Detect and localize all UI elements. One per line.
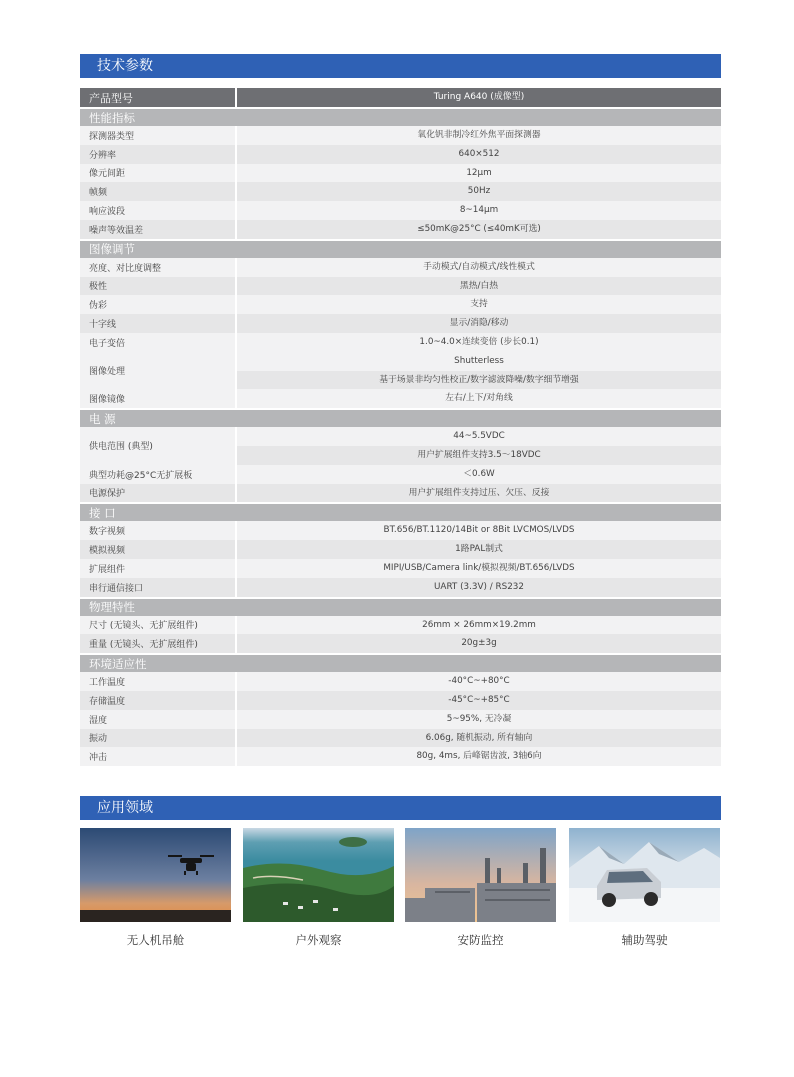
spec-row bbox=[80, 578, 721, 597]
spec-value: 氧化钒非制冷红外焦平面探测器 bbox=[417, 130, 541, 140]
spec-value: 显示/消隐/移动 bbox=[449, 318, 509, 329]
spec-value-cell bbox=[237, 747, 721, 766]
spec-section-label: 性能指标 bbox=[89, 110, 135, 125]
spec-label: 振动 bbox=[89, 734, 108, 745]
spec-label: 电子变倍 bbox=[89, 338, 126, 349]
spec-row bbox=[80, 220, 721, 239]
spec-value: Turing A640 (成像型) bbox=[433, 92, 525, 103]
spec-value-cell bbox=[237, 258, 721, 277]
spec-value-cell bbox=[237, 352, 721, 390]
spec-table bbox=[80, 88, 721, 766]
spec-row bbox=[80, 729, 721, 748]
spec-section-row bbox=[80, 599, 721, 616]
spec-value-cell bbox=[237, 465, 721, 484]
spec-value-cell bbox=[237, 277, 721, 296]
spec-row bbox=[80, 540, 721, 559]
spec-label: 图像镜像 bbox=[89, 395, 126, 406]
spec-label: 供电范围 (典型) bbox=[89, 442, 153, 453]
spec-value: 1.0~4.0×连续变倍 (步长0.1) bbox=[419, 336, 539, 347]
spec-value-cell bbox=[237, 88, 721, 107]
outdoor-photo bbox=[243, 828, 394, 922]
spec-label: 极性 bbox=[89, 282, 108, 293]
spec-value: ＜0.6W bbox=[463, 468, 495, 479]
spec-row bbox=[80, 691, 721, 710]
spec-value: 左右/上下/对角线 bbox=[445, 393, 513, 404]
spec-section-row bbox=[80, 504, 721, 521]
application-card-outdoor bbox=[243, 828, 394, 948]
spec-label: 图像处理 bbox=[89, 367, 126, 378]
spec-value: 80g, 4ms, 后峰锯齿波, 3轴6向 bbox=[416, 751, 542, 762]
spec-value: -45°C~+85°C bbox=[448, 694, 510, 705]
spec-label: 工作温度 bbox=[89, 678, 126, 689]
security-photo bbox=[405, 828, 556, 922]
spec-value: 640×512 bbox=[458, 148, 500, 159]
spec-section-row bbox=[80, 410, 721, 427]
spec-label: 分辨率 bbox=[89, 150, 117, 161]
spec-value: -40°C~+80°C bbox=[448, 676, 510, 687]
spec-value: 黑热/白热 bbox=[459, 280, 499, 291]
spec-value: UART (3.3V) / RS232 bbox=[433, 581, 524, 592]
spec-label: 十字线 bbox=[89, 320, 117, 331]
spec-value-cell bbox=[237, 389, 721, 408]
spec-section-label: 物理特性 bbox=[89, 600, 135, 615]
spec-row bbox=[80, 145, 721, 164]
drone-photo bbox=[80, 828, 231, 922]
spec-value-cell bbox=[237, 164, 721, 183]
spec-label: 重量 (无镜头、无扩展组件) bbox=[89, 640, 198, 651]
application-card-security bbox=[405, 828, 556, 948]
spec-row bbox=[80, 747, 721, 766]
spec-value: 5~95%, 无冷凝 bbox=[446, 713, 512, 724]
spec-row bbox=[80, 465, 721, 484]
spec-value: 20g±3g bbox=[461, 638, 497, 649]
spec-label: 帧频 bbox=[89, 188, 108, 199]
spec-label: 响应波段 bbox=[89, 207, 126, 218]
spec-value-cell bbox=[237, 634, 721, 653]
spec-section-row bbox=[80, 109, 721, 126]
coastal-aerial-landscape-image bbox=[243, 828, 394, 922]
spec-row bbox=[80, 164, 721, 183]
spec-row bbox=[80, 314, 721, 333]
spec-row bbox=[80, 559, 721, 578]
spec-section-row bbox=[80, 655, 721, 672]
spec-row bbox=[80, 710, 721, 729]
spec-row bbox=[80, 484, 721, 503]
spec-value-cell bbox=[237, 616, 721, 635]
spec-value-cell bbox=[237, 691, 721, 710]
spec-value-cell bbox=[237, 145, 721, 164]
industrial-plant-image bbox=[405, 828, 556, 922]
spec-label: 亮度、对比度调整 bbox=[89, 263, 162, 274]
suv-on-snowy-road-image bbox=[569, 828, 720, 922]
spec-row bbox=[80, 616, 721, 635]
spec-value-cell bbox=[237, 729, 721, 748]
application-caption: 无人机吊舱 bbox=[126, 933, 185, 947]
spec-value-cell bbox=[237, 126, 721, 145]
spec-value: 1路PAL制式 bbox=[455, 544, 503, 555]
application-caption: 户外观察 bbox=[295, 933, 342, 947]
spec-value: 用户扩展组件支持过压、欠压、反接 bbox=[408, 487, 550, 498]
spec-label: 冲击 bbox=[89, 753, 108, 764]
driving-photo bbox=[569, 828, 720, 922]
spec-value-cell bbox=[237, 333, 721, 352]
application-caption: 辅助驾驶 bbox=[621, 933, 668, 947]
spec-label: 湿度 bbox=[89, 715, 108, 726]
spec-value-cell bbox=[237, 710, 721, 729]
spec-value-cell bbox=[237, 672, 721, 691]
spec-value-cell bbox=[237, 182, 721, 201]
spec-label: 典型功耗@25°C无扩展板 bbox=[89, 470, 193, 481]
spec-section-label: 接 口 bbox=[89, 505, 116, 520]
spec-row bbox=[80, 182, 721, 201]
spec-value: 手动模式/自动模式/线性模式 bbox=[423, 261, 535, 272]
drone-at-dusk-image bbox=[80, 828, 231, 922]
spec-section-label: 环境适应性 bbox=[89, 656, 147, 671]
spec-row bbox=[80, 521, 721, 540]
spec-value-cell bbox=[237, 220, 721, 239]
spec-value: Shutterless bbox=[237, 352, 721, 371]
spec-row bbox=[80, 389, 721, 408]
spec-label: 噪声等效温差 bbox=[89, 225, 144, 236]
spec-value: 8~14μm bbox=[459, 205, 499, 216]
spec-section-row bbox=[80, 241, 721, 258]
spec-row bbox=[80, 427, 721, 465]
spec-value: ≤50mK@25°C (≤40mK可选) bbox=[417, 223, 541, 234]
spec-value-cell bbox=[237, 540, 721, 559]
spec-value-cell bbox=[237, 201, 721, 220]
application-caption: 安防监控 bbox=[457, 933, 504, 947]
spec-row bbox=[80, 672, 721, 691]
spec-value-cell bbox=[237, 295, 721, 314]
spec-section-label: 图像调节 bbox=[89, 242, 135, 257]
spec-section-header bbox=[80, 54, 721, 78]
spec-value: 基于场景非均匀性校正/数字滤波降噪/数字细节增强 bbox=[237, 371, 721, 390]
spec-value: MIPI/USB/Camera link/模拟视频/BT.656/LVDS bbox=[383, 562, 575, 573]
applications-section-title: 应用领域 bbox=[97, 800, 153, 816]
spec-value-cell bbox=[237, 559, 721, 578]
spec-row bbox=[80, 295, 721, 314]
spec-section-label: 电 源 bbox=[89, 411, 116, 426]
spec-value: 用户扩展组件支持3.5～18VDC bbox=[237, 446, 721, 465]
spec-row bbox=[80, 258, 721, 277]
applications-gallery bbox=[80, 828, 721, 958]
spec-value-cell bbox=[237, 484, 721, 503]
spec-value: 26mm × 26mm×19.2mm bbox=[422, 619, 536, 630]
application-card-driving bbox=[569, 828, 720, 948]
spec-label: 模拟视频 bbox=[89, 546, 126, 557]
spec-label: 产品型号 bbox=[89, 91, 133, 105]
spec-row bbox=[80, 277, 721, 296]
spec-row bbox=[80, 126, 721, 145]
spec-value: 12μm bbox=[466, 167, 492, 178]
spec-value-cell bbox=[237, 521, 721, 540]
spec-section-title: 技术参数 bbox=[97, 58, 153, 74]
application-card-drone bbox=[80, 828, 231, 948]
spec-value: 44~5.5VDC bbox=[237, 427, 721, 446]
spec-label: 探测器类型 bbox=[89, 131, 135, 142]
spec-label: 串行通信接口 bbox=[89, 583, 144, 594]
applications-section-header bbox=[80, 796, 721, 820]
spec-value: 50Hz bbox=[467, 186, 491, 197]
spec-value-cell bbox=[237, 427, 721, 465]
spec-value: BT.656/BT.1120/14Bit or 8Bit LVCMOS/LVDS bbox=[383, 525, 575, 536]
spec-value-cell bbox=[237, 578, 721, 597]
spec-label: 存储温度 bbox=[89, 696, 126, 707]
spec-label: 伪彩 bbox=[89, 301, 108, 312]
spec-row bbox=[80, 634, 721, 653]
spec-label: 像元间距 bbox=[89, 169, 126, 180]
spec-row bbox=[80, 201, 721, 220]
spec-value: 支持 bbox=[470, 299, 488, 310]
spec-row bbox=[80, 352, 721, 390]
spec-label: 尺寸 (无镜头、无扩展组件) bbox=[89, 621, 198, 632]
spec-header-row bbox=[80, 88, 721, 107]
spec-label: 电源保护 bbox=[89, 489, 126, 500]
spec-label: 扩展组件 bbox=[89, 564, 126, 575]
spec-value-cell bbox=[237, 314, 721, 333]
spec-value: 6.06g, 随机振动, 所有轴向 bbox=[425, 732, 533, 743]
spec-label: 数字视频 bbox=[89, 527, 126, 538]
spec-row bbox=[80, 333, 721, 352]
